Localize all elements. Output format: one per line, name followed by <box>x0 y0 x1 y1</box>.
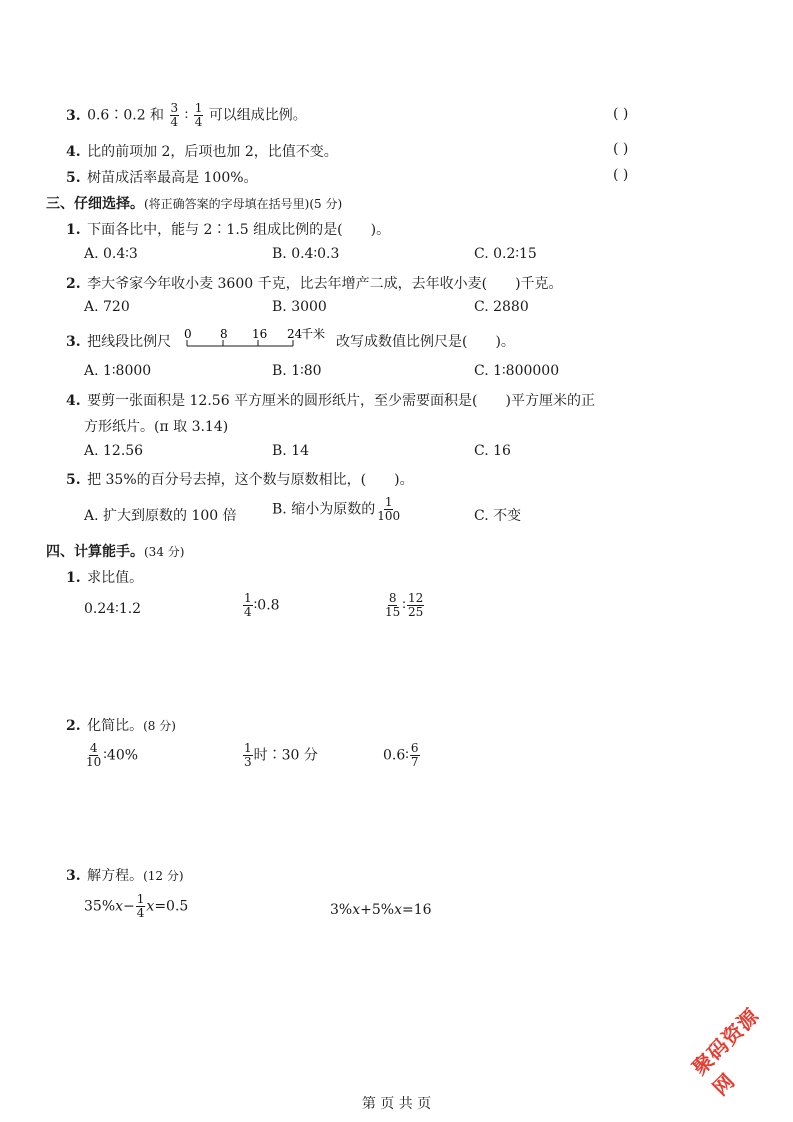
option-a[interactable]: A. 720 <box>84 299 130 315</box>
question-score: (8 分) <box>143 719 176 733</box>
question-text: 把 35%的百分号去掉，这个数与原数相比，( )。 <box>87 472 414 488</box>
choice-q1 <box>66 219 390 239</box>
scale-unit: 千米 <box>301 327 326 341</box>
option-a[interactable]: A. 扩大到原数的 100 倍 <box>84 508 237 524</box>
question-text: 0.6∶0.2 和 <box>87 107 165 124</box>
section-score: (34 分) <box>144 545 185 559</box>
question-number: 5. <box>66 472 81 488</box>
question-title: 求比值。 <box>87 570 144 586</box>
fraction: $\frac{1}{4}$ <box>194 101 203 130</box>
option-a[interactable]: A. 0.4∶3 <box>84 246 138 262</box>
section-note: (将正确答案的字母填在括号里) <box>144 197 310 211</box>
ratio-expression: $\frac{4}{10}$ ∶40% <box>86 741 139 770</box>
question-number: 2. <box>66 276 81 292</box>
option-a[interactable]: A. 12.56 <box>84 443 144 459</box>
equation: 35%x− $\frac{1}{4}$ x=0.5 <box>84 892 189 921</box>
ratio-expression: $\frac{1}{4}$ ∶0.8 <box>244 591 280 620</box>
option-b[interactable]: B. 0.4∶0.3 <box>272 246 340 262</box>
scale-tick-label: 8 <box>220 327 228 341</box>
option-b[interactable]: B. 3000 <box>272 299 327 315</box>
fraction: $\frac{3}{4}$ <box>170 101 179 130</box>
ratio-expression: 0.24∶1.2 <box>84 601 142 617</box>
scale-tick-label: 16 <box>252 327 268 341</box>
choice-q2 <box>66 273 563 293</box>
option-c[interactable]: C. 2880 <box>474 299 529 315</box>
question-text: 比的前项加 2，后项也加 2，比值不变。 <box>87 144 338 160</box>
question-score: (12 分) <box>143 869 184 883</box>
ratio-expression: $\frac{8}{15}$ ∶ $\frac{12}{25}$ <box>385 591 424 620</box>
choice-q3 <box>66 331 171 351</box>
question-number: 3. <box>66 107 81 124</box>
question-text: 李大爷家今年收小麦 3600 千克，比去年增产二成，去年收小麦( )千克。 <box>87 276 563 292</box>
option-b[interactable]: B. 1∶80 <box>272 363 322 379</box>
option-c[interactable]: C. 1∶800000 <box>474 363 560 379</box>
section-title: 三、仔细选择。 <box>46 196 144 212</box>
question-number: 3. <box>66 334 81 350</box>
question-text: 要剪一张面积是 12.56 平方厘米的圆形纸片，至少需要面积是( )平方厘米的正 <box>87 393 595 409</box>
question-number: 4. <box>66 144 81 160</box>
equation: 3%x+5%x=16 <box>330 902 432 918</box>
ratio-expression: $\frac{1}{3}$ 时∶30 分 <box>244 741 318 770</box>
judge-q3: 3. 0.6∶0.2 和 $\frac{3}{4}$ ∶ $\frac{1}{4}$ 可以组成比例。 <box>66 101 307 130</box>
scale-tick-label: 24 <box>287 327 303 341</box>
option-c[interactable]: C. 16 <box>474 443 511 459</box>
option-b[interactable]: B. 缩小为原数的 $\frac{1}{100}$ <box>272 495 401 524</box>
question-text: 可以组成比例。 <box>208 107 307 124</box>
question-text-continued: 方形纸片。(π 取 3.14) <box>84 419 229 435</box>
answer-parentheses[interactable]: ( ) <box>613 167 629 183</box>
answer-parentheses[interactable]: ( ) <box>613 141 629 157</box>
question-number: 1. <box>66 222 81 238</box>
choice-q5 <box>66 469 414 489</box>
question-text: 把线段比例尺 <box>87 334 172 350</box>
question-text: 树苗成活率最高是 100%。 <box>87 170 258 186</box>
question-number: 3. <box>66 868 81 884</box>
question-number: 4. <box>66 393 81 409</box>
watermark: 聚码资源网 <box>687 1003 764 1101</box>
line-scale-bar <box>183 326 333 354</box>
section-four-heading <box>46 541 184 561</box>
scale-tick-label: 0 <box>184 327 192 341</box>
question-text: 改写成数值比例尺是( )。 <box>336 334 515 350</box>
section-three-heading <box>46 193 342 213</box>
calc-q2 <box>66 715 176 735</box>
question-number: 1. <box>66 570 81 586</box>
question-number: 5. <box>66 170 81 186</box>
fraction: $\frac{1}{100}$ <box>377 495 401 524</box>
answer-parentheses[interactable]: ( ) <box>613 106 629 122</box>
question-number: 2. <box>66 718 81 734</box>
calc-q3 <box>66 865 184 885</box>
option-c[interactable]: C. 不变 <box>474 508 522 524</box>
section-title: 四、计算能手。 <box>46 544 144 560</box>
judge-q4 <box>66 141 338 161</box>
question-text: 下面各比中，能与 2∶1.5 组成比例的是( )。 <box>87 222 391 238</box>
ratio-expression: 0.6∶ $\frac{6}{7}$ <box>383 741 419 770</box>
calc-q1 <box>66 567 143 587</box>
question-title: 解方程。 <box>87 868 144 884</box>
page-footer: 第 页 共 页 <box>361 1096 432 1112</box>
choice-q4 <box>66 390 595 410</box>
option-b[interactable]: B. 14 <box>272 443 310 459</box>
question-title: 化简比。 <box>87 718 144 734</box>
option-c[interactable]: C. 0.2∶15 <box>474 246 537 262</box>
judge-q5 <box>66 167 258 187</box>
option-a[interactable]: A. 1∶8000 <box>84 363 152 379</box>
section-score: (5 分) <box>309 197 343 211</box>
